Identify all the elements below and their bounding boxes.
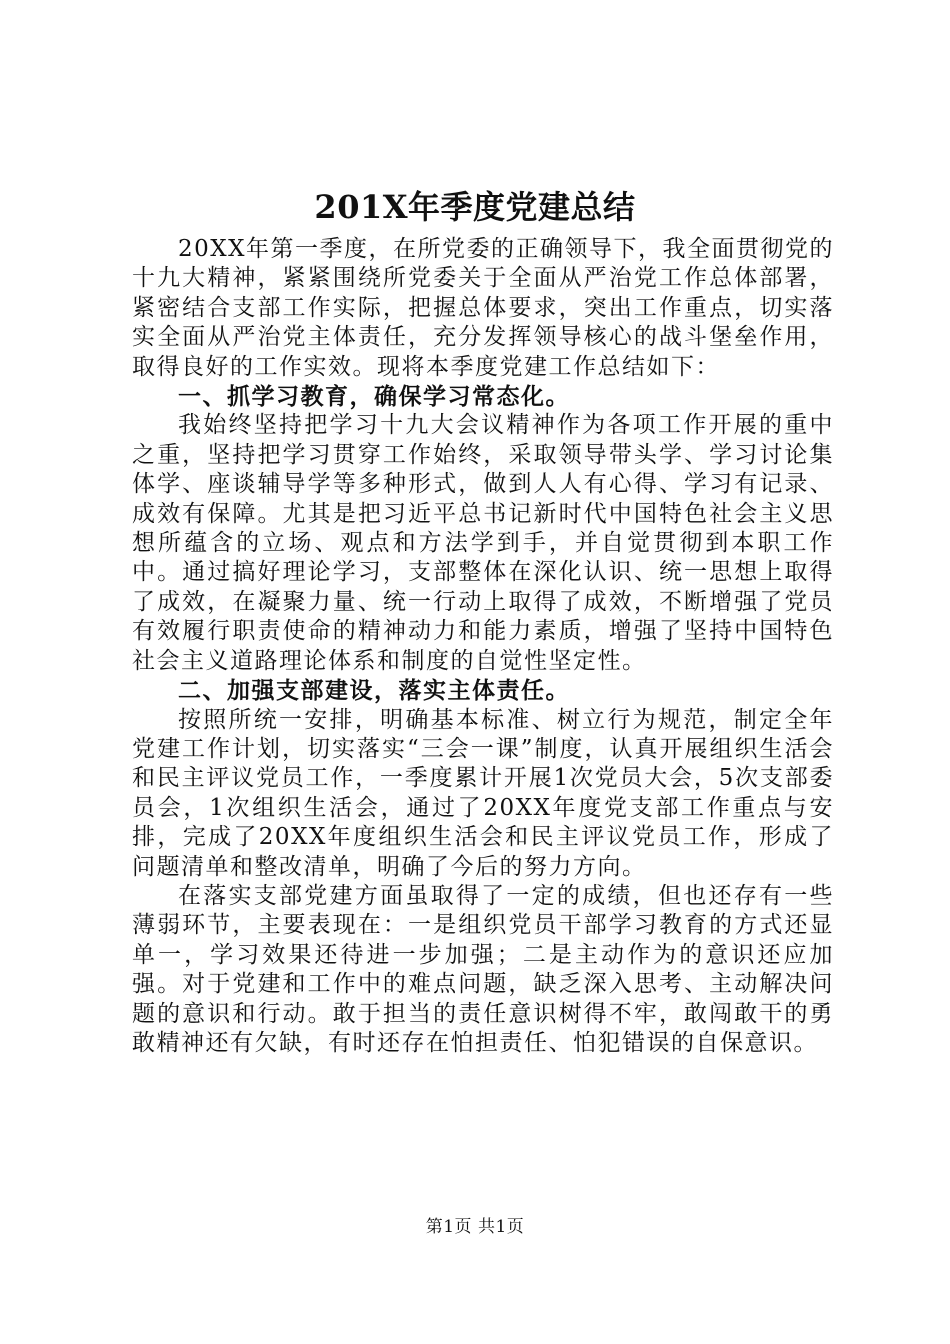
section-heading-study: 一、抓学习教育，确保学习常态化。 — [178, 383, 570, 411]
page-number-footer: 第1页 共1页 — [425, 1217, 525, 1237]
study-paragraph: 我始终坚持把学习十九大会议精神作为各项工作开展的重中之重，坚持把学习贯穿工作始终，采取领导带头学、学习讨论集体学、座谈辅导学等多种形式，做到人人有心得、学习有记录、成效有保障。尤其是把习近平总书记新时代中国特色社会主义思想所蕴含的立场、观点和方法学到手，并自觉贯彻到本职工作中。通过搞好理论学习，支部整体在深化认识、统一思想上取得了成效，在凝聚力量、统一行动上取得了成效，不断增强了党员有效履行职责使命的精神动力和能力素质，增强了坚持中国特色社会主义道路理论体系和制度的自觉性坚定性。 — [132, 412, 834, 674]
weakness-paragraph: 在落实支部党建方面虽取得了一定的成绩，但也还存有一些薄弱环节，主要表现在：一是组织党员干部学习教育的方式还显单一，学习效果还待进一步加强；二是主动作为的意识还应加强。对于党建和工作中的难点问题，缺乏深入思考、主动解决问题的意识和行动。敢于担当的责任意识树得不牢，敢闯敢干的勇敢精神还有欠缺，有时还存在怕担责任、怕犯错误的自保意识。 — [132, 882, 834, 1056]
intro-paragraph: 20XX年第一季度，在所党委的正确领导下，我全面贯彻党的十九大精神，紧紧围绕所党委关于全面从严治党工作总体部署，紧密结合支部工作实际，把握总体要求，突出工作重点，切实落实全面从严治党主体责任，充分发挥领导核心的战斗堡垒作用，取得良好的工作实效。现将本季度党建工作总结如下： — [132, 236, 835, 380]
branch-paragraph: 按照所统一安排，明确基本标准、树立行为规范，制定全年党建工作计划，切实落实“三会一课”制度，认真开展组织生活会和民主评议党员工作，一季度累计开展1次党员大会，5次支部委员会，1次组织生活会，通过了20XX年度党支部工作重点与安排，完成了20XX年度组织生活会和民主评议党员工作，形成了问题清单和整改清单，明确了今后的努力方向。 — [132, 706, 834, 880]
document-title: 201X年季度党建总结 — [314, 188, 636, 226]
document-body — [132, 235, 834, 1058]
section-heading-branch: 二、加强支部建设，落实主体责任。 — [178, 677, 570, 705]
